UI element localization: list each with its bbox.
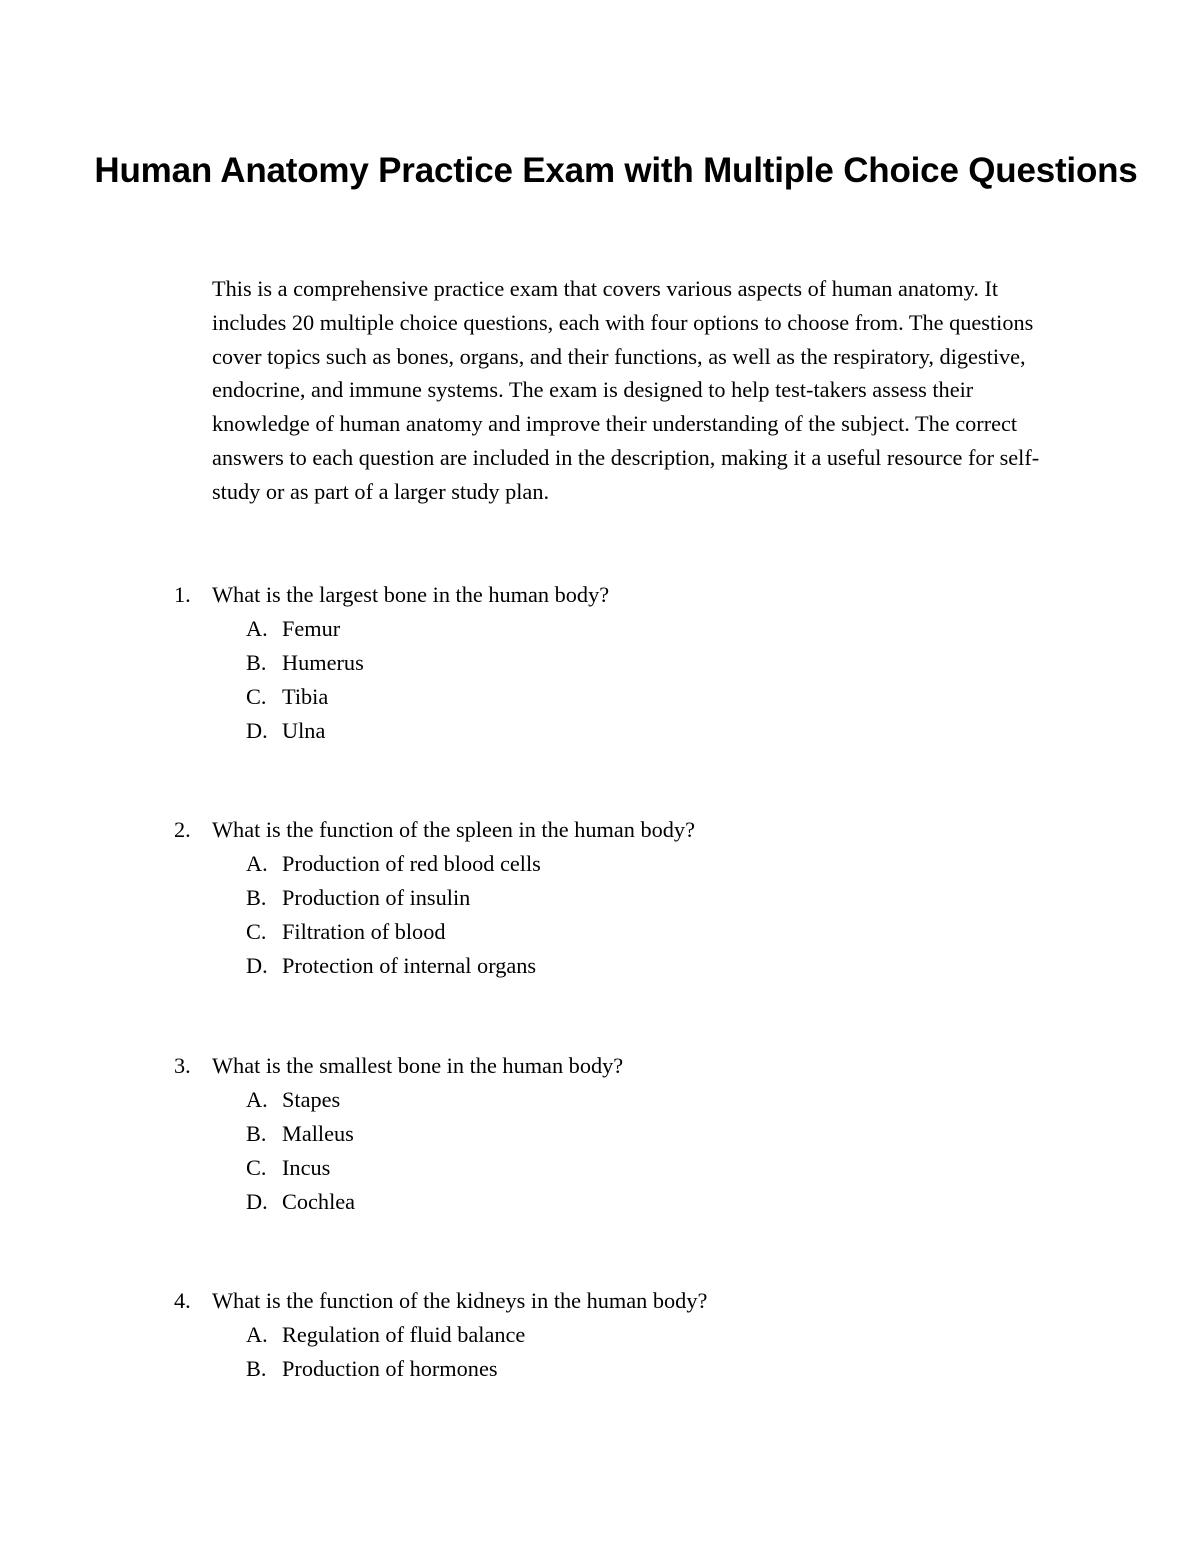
option-letter: C. [246, 684, 267, 709]
question-text: What is the function of the spleen in the human body? [212, 817, 695, 842]
question-text: What is the function of the kidneys in the human body? [212, 1288, 708, 1313]
option-letter: D. [246, 1189, 268, 1214]
question-line [0, 813, 1200, 847]
question-4 [0, 1284, 1200, 1386]
option-item [0, 612, 1200, 646]
option-item [0, 915, 1200, 949]
question-number: 1. [174, 582, 191, 607]
option-item [0, 1185, 1200, 1219]
question-text: What is the largest bone in the human body? [212, 582, 610, 607]
option-item [0, 847, 1200, 881]
option-text: Malleus [282, 1121, 354, 1146]
option-text: Filtration of blood [282, 919, 446, 944]
option-letter: B. [246, 885, 267, 910]
question-2 [0, 813, 1200, 983]
option-item [0, 1083, 1200, 1117]
question-line [0, 578, 1200, 612]
option-item [0, 1318, 1200, 1352]
option-item [0, 1117, 1200, 1151]
question-1 [0, 578, 1200, 748]
option-letter: B. [246, 1121, 267, 1146]
question-text: What is the smallest bone in the human body? [212, 1053, 624, 1078]
option-letter: B. [246, 1356, 267, 1381]
option-item [0, 881, 1200, 915]
option-text: Production of insulin [282, 885, 471, 910]
option-letter: D. [246, 953, 268, 978]
option-text: Regulation of fluid balance [282, 1322, 526, 1347]
question-number: 2. [174, 817, 191, 842]
option-item [0, 680, 1200, 714]
intro-paragraph: This is a comprehensive practice exam that covers various aspects of human anatomy. It includes 20 multiple choice questions, each with four options to choose from. The questions cover topics such as bones, organs, and their functions, as well as the respiratory, digestive, endocrine, and immune systems. The exam is designed to help test-takers assess their knowledge of human anatomy and improve their understanding of the subject. The correct answers to each question are included in the description, making it a useful resource for self-study or as part of a larger study plan. [212, 276, 1040, 504]
option-letter: A. [246, 1087, 268, 1112]
option-text: Protection of internal organs [282, 953, 537, 978]
option-text: Stapes [282, 1087, 341, 1112]
option-item [0, 949, 1200, 983]
option-item [0, 714, 1200, 748]
option-text: Femur [282, 616, 341, 641]
option-text: Cochlea [282, 1189, 356, 1214]
option-text: Production of red blood cells [282, 851, 541, 876]
option-item [0, 1352, 1200, 1386]
option-text: Ulna [282, 718, 326, 743]
option-text: Production of hormones [282, 1356, 498, 1381]
option-letter: A. [246, 851, 268, 876]
option-text: Tibia [282, 684, 329, 709]
option-item [0, 1151, 1200, 1185]
option-letter: B. [246, 650, 267, 675]
page-title: Human Anatomy Practice Exam with Multiple Choice Questions [94, 151, 1138, 190]
option-letter: C. [246, 919, 267, 944]
option-text: Incus [282, 1155, 331, 1180]
question-number: 3. [174, 1053, 191, 1078]
option-letter: A. [246, 616, 268, 641]
question-number: 4. [174, 1288, 191, 1313]
question-line [0, 1284, 1200, 1318]
question-line [0, 1049, 1200, 1083]
option-item [0, 646, 1200, 680]
option-letter: C. [246, 1155, 267, 1180]
option-letter: A. [246, 1322, 268, 1347]
question-3 [0, 1049, 1200, 1219]
option-letter: D. [246, 718, 268, 743]
option-text: Humerus [282, 650, 364, 675]
